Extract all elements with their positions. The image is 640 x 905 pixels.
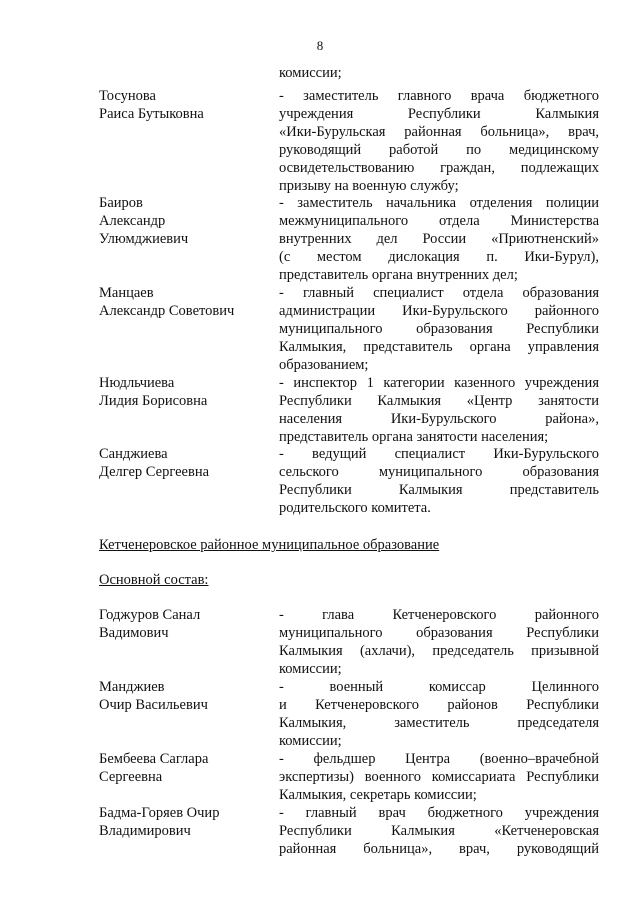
member-desc-line: - заместитель главного врача бюджетного xyxy=(279,88,599,104)
member-desc-line: образованием; xyxy=(279,357,369,373)
member-desc-line: экспертизы) военного комиссариата Республики xyxy=(279,769,599,785)
member-name-line: Санджиева xyxy=(99,446,168,462)
member-desc-line: - ведущий специалист Ики-Бурульского xyxy=(279,446,599,462)
member-name-line: Александр xyxy=(99,213,166,229)
member-desc-line: - инспектор 1 категории казенного учреждения xyxy=(279,375,599,391)
member-name-line: Очир Васильевич xyxy=(99,697,208,713)
member-desc-line: учреждения Республики Калмыкия xyxy=(279,106,599,122)
member-desc-line: - глава Кетченеровского районного xyxy=(279,607,599,623)
member-desc-line: Калмыкия (ахлачи), председатель призывной xyxy=(279,643,599,659)
member-desc-line: Калмыкия, заместитель председателя xyxy=(279,715,599,731)
member-desc-line: и Кетченеровского районов Республики xyxy=(279,697,599,713)
member-desc-line: - главный врач бюджетного учреждения xyxy=(279,805,599,821)
member-desc-line: представитель органа занятости населения; xyxy=(279,429,549,445)
member-desc-line: администрации Ики-Бурульского районного xyxy=(279,303,599,319)
member-desc-line: внутренних дел России «Приютненский» xyxy=(279,231,599,247)
member-desc-line: - главный специалист отдела образования xyxy=(279,285,599,301)
member-desc-line: Республики Калмыкия представитель xyxy=(279,482,599,498)
member-name-line: Манджиев xyxy=(99,679,165,695)
subheading-main-composition: Основной состав: xyxy=(99,572,209,588)
member-desc-line: - военный комиссар Целинного xyxy=(279,679,599,695)
member-name-line: Улюмджиевич xyxy=(99,231,189,247)
member-desc-line: сельского муниципального образования xyxy=(279,464,599,480)
member-desc-line: межмуниципального отдела Министерства xyxy=(279,213,599,229)
member-name-line: Сергеевна xyxy=(99,769,163,785)
member-desc-line: муниципального образования Республики xyxy=(279,625,599,641)
member-desc-line: руководящий работой по медицинскому xyxy=(279,142,599,158)
member-desc-line: призыву на военную службу; xyxy=(279,178,459,194)
member-desc-line: комиссии; xyxy=(279,733,342,749)
member-name-line: Лидия Борисовна xyxy=(99,393,208,409)
continuation-line: комиссии; xyxy=(279,65,342,81)
member-desc-line: Калмыкия, секретарь комиссии; xyxy=(279,787,477,803)
member-name-line: Владимирович xyxy=(99,823,191,839)
member-name-line: Делгер Сергеевна xyxy=(99,464,210,480)
member-name-line: Тосунова xyxy=(99,88,156,104)
section-heading: Кетченеровское районное муниципальное образование xyxy=(99,537,440,553)
member-desc-line: родительского комитета. xyxy=(279,500,431,516)
member-name-line: Александр Советович xyxy=(99,303,235,319)
member-name-line: Манцаев xyxy=(99,285,154,301)
member-desc-line: комиссии; xyxy=(279,661,342,677)
member-desc-line: (с местом дислокация п. Ики-Бурул), xyxy=(279,249,599,265)
member-name-line: Раиса Бутыковна xyxy=(99,106,204,122)
member-name-line: Бембеева Саглара xyxy=(99,751,209,767)
member-desc-line: муниципального образования Республики xyxy=(279,321,599,337)
member-name-line: Вадимович xyxy=(99,625,169,641)
member-desc-line: Республики Калмыкия «Центр занятости xyxy=(279,393,599,409)
member-desc-line: Республики Калмыкия «Кетченеровская xyxy=(279,823,599,839)
member-desc-line: - фельдшер Центра (военно–врачебной xyxy=(279,751,599,767)
member-desc-line: населения Ики-Бурульского района», xyxy=(279,411,599,427)
member-name-line: Баиров xyxy=(99,195,143,211)
member-desc-line: «Ики-Бурульская районная больница», врач, xyxy=(279,124,599,140)
member-desc-line: представитель органа внутренних дел; xyxy=(279,267,518,283)
member-name-line: Нюдльчиева xyxy=(99,375,175,391)
member-name-line: Бадма-Горяев Очир xyxy=(99,805,220,821)
member-desc-line: районная больница», врач, руководящий xyxy=(279,841,599,857)
member-name-line: Годжуров Санал xyxy=(99,607,201,623)
member-desc-line: освидетельствованию граждан, подлежащих xyxy=(279,160,599,176)
page-number: 8 xyxy=(316,38,324,53)
member-desc-line: Калмыкия, представитель органа управления xyxy=(279,339,599,355)
member-desc-line: - заместитель начальника отделения полиции xyxy=(279,195,599,211)
